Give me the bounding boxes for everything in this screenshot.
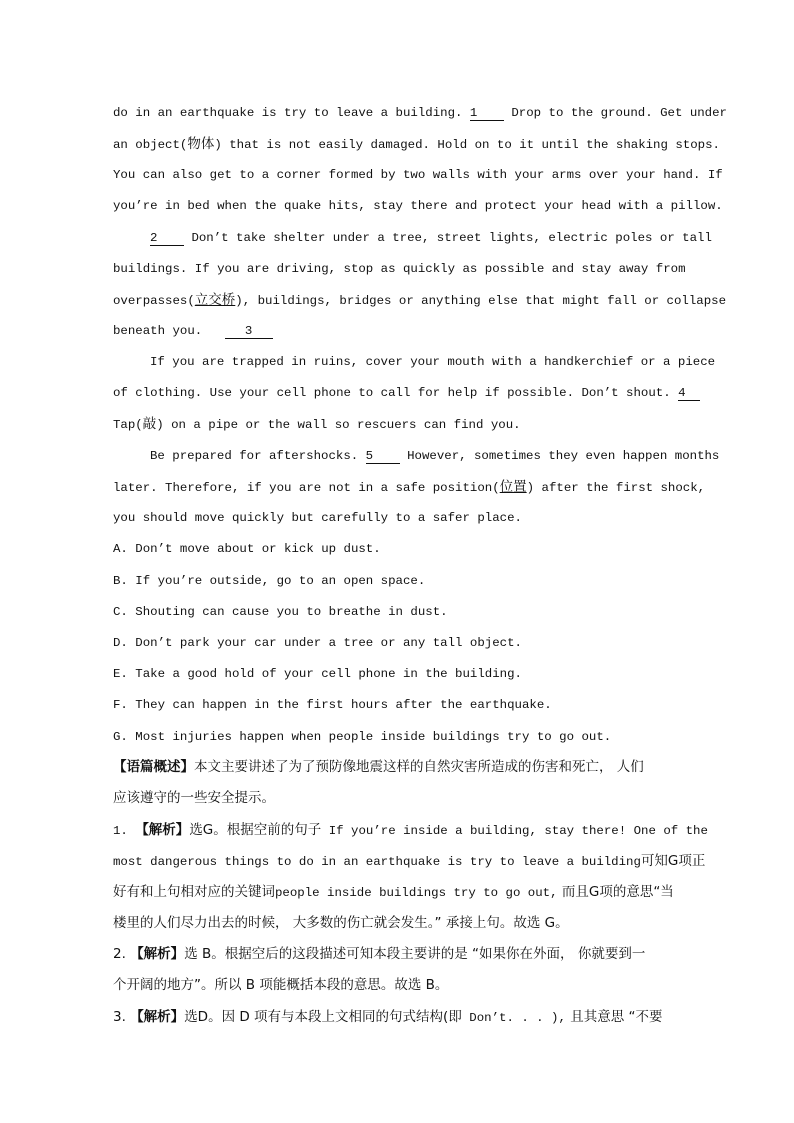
passage-line: Tap(敲) on a pipe or the wall so rescuers can find you. [113, 416, 521, 432]
option-b: B. If you’re outside, go to an open space. [113, 574, 426, 588]
analysis-label: 【解析】 [130, 1009, 185, 1025]
analysis-3-line: 3. 【解析】选D。因 D 项有与本段上文相同的句式结构(即 Don’t. . . ), 且其意思 “不要 [113, 1009, 663, 1025]
option-d: D. Don’t park your car under a tree or any tall object. [113, 636, 522, 650]
option-c: C. Shouting can cause you to breathe in dust. [113, 605, 448, 619]
passage-line: do in an earthquake is try to leave a building. 1 Drop to the ground. Get under [113, 106, 727, 120]
analysis-1-line: 好有和上句相对应的关键词people inside buildings try to go out, 而且G项的意思“当 [113, 884, 674, 900]
passage-line: buildings. If you are driving, stop as quickly as possible and stay away from [113, 262, 686, 276]
blank-4[interactable]: 4 [678, 386, 700, 401]
blank-5[interactable]: 5 [366, 449, 400, 464]
analysis-label: 【解析】 [135, 822, 190, 838]
summary-label: 【语篇概述】 [113, 759, 194, 775]
blank-3[interactable]: 3 [225, 324, 273, 339]
analysis-1-line: most dangerous things to do in an earthquake is try to leave a building可知G项正 [113, 853, 706, 869]
passage-line: You can also get to a corner formed by two walls with your arms over your hand. If [113, 168, 723, 182]
option-e: E. Take a good hold of your cell phone in the building. [113, 667, 522, 681]
passage-line: Be prepared for aftershocks. 5 However, sometimes they even happen months [150, 449, 720, 463]
analysis-1-line: 楼里的人们尽力出去的时候， 大多数的伤亡就会发生。” 承接上句。故选 G。 [113, 915, 569, 931]
analysis-label: 【解析】 [130, 946, 185, 962]
passage-line: you’re in bed when the quake hits, stay there and protect your head with a pillow. [113, 199, 723, 213]
passage-line: If you are trapped in ruins, cover your mouth with a handkerchief or a piece [150, 355, 716, 369]
passage-line: overpasses(立交桥), buildings, bridges or anything else that might fall or collapse [113, 292, 727, 308]
analysis-1-line: 1. 【解析】选G。根据空前的句子 If you’re inside a building, stay there! One of the [113, 822, 708, 838]
blank-2[interactable]: 2 [150, 231, 184, 246]
passage-line: of clothing. Use your cell phone to call for help if possible. Don’t shout. 4 [113, 385, 681, 401]
option-g: G. Most injuries happen when people inside buildings try to go out. [113, 730, 612, 744]
blank-1[interactable]: 1 [470, 106, 504, 121]
passage-line: an object(物体) that is not easily damaged. Hold on to it until the shaking stops. [113, 136, 720, 152]
summary-line: 【语篇概述】本文主要讲述了为了预防像地震这样的自然灾害所造成的伤害和死亡， 人们 [113, 759, 644, 775]
passage-line: 2 Don’t take shelter under a tree, street lights, electric poles or tall [150, 231, 712, 245]
summary-line: 应该遵守的一些安全提示。 [113, 790, 275, 806]
analysis-2-line: 2. 【解析】选 B。根据空后的这段描述可知本段主要讲的是 “如果你在外面， 你就要到一 [113, 946, 646, 962]
passage-line: beneath you. 3 [113, 323, 681, 339]
option-f: F. They can happen in the first hours after the earthquake. [113, 698, 552, 712]
analysis-2-line: 个开阔的地方”。所以 B 项能概括本段的意思。故选 B。 [113, 977, 449, 993]
option-a: A. Don’t move about or kick up dust. [113, 542, 381, 556]
passage-line: later. Therefore, if you are not in a safe position(位置) after the first shock, [113, 479, 706, 495]
passage-line: you should move quickly but carefully to a safer place. [113, 511, 522, 525]
